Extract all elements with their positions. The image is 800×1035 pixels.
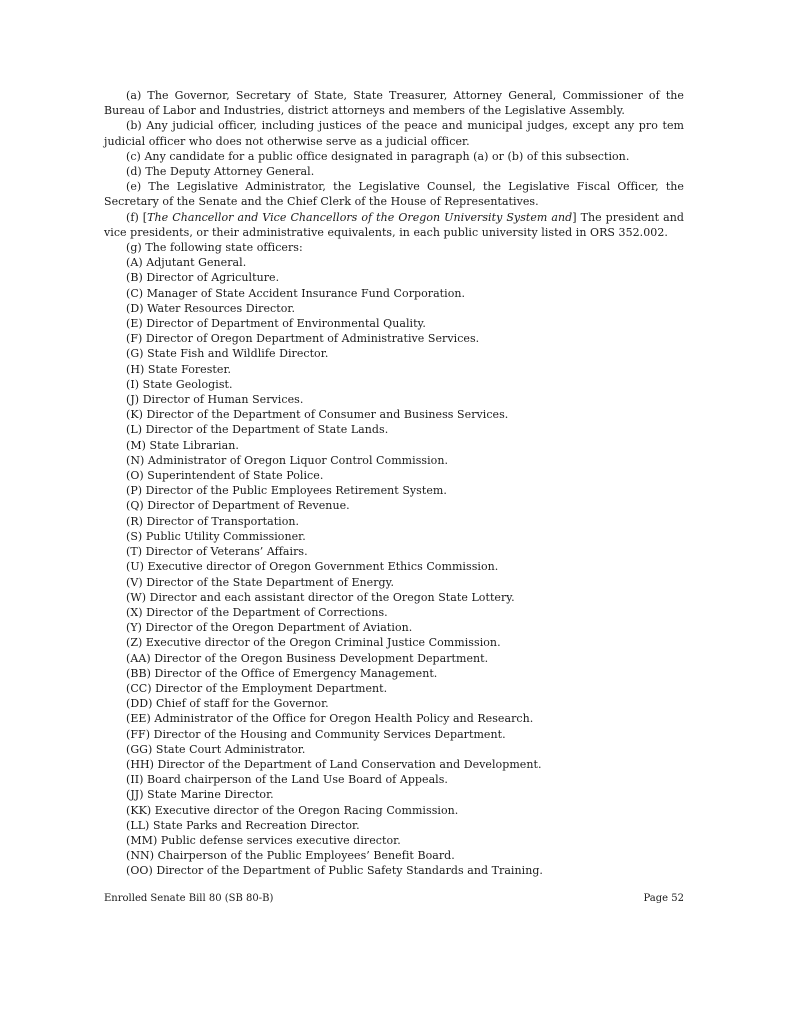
officer-list-item: (N) Administrator of Oregon Liquor Control Commission. — [126, 453, 449, 467]
paragraph-a: (a) The Governor, Secretary of State, State Treasurer, Attorney General, Commissioner of the Bureau of Labor and Industries, district attorneys and members of the Legislative Assembly. — [104, 89, 684, 118]
officer-list-item: (JJ) State Marine Director. — [126, 788, 274, 802]
officer-list-item: (J) Director of Human Services. — [126, 393, 304, 407]
document-body — [104, 88, 684, 879]
paragraph-f — [104, 210, 684, 240]
officer-list-item: (V) Director of the State Department of Energy. — [126, 575, 394, 589]
paragraph-f-suffix: ] The president and vice presidents, or their administrative equivalents, in each public university listed in ORS 352.002. — [104, 210, 684, 239]
paragraph-f-prefix: (f) [ — [126, 210, 148, 224]
paragraph-f-deleted-text: The Chancellor and Vice Chancellors of the Oregon University System and — [147, 210, 573, 224]
officer-list — [104, 255, 684, 878]
officer-list-item: (T) Director of Veterans’ Affairs. — [126, 545, 308, 559]
paragraph-d: (d) The Deputy Attorney General. — [126, 165, 315, 179]
officer-list-item: (E) Director of Department of Environmental Quality. — [126, 317, 426, 331]
officer-list-item: (C) Manager of State Accident Insurance Fund Corporation. — [126, 286, 466, 300]
paragraph-e: (e) The Legislative Administrator, the Legislative Counsel, the Legislative Fiscal Officer, the Secretary of the Senate and the Chief Clerk of the House of Representatives. — [104, 180, 684, 209]
officer-list-item: (W) Director and each assistant director of the Oregon State Lottery. — [126, 590, 515, 604]
paragraph-c: (c) Any candidate for a public office designated in paragraph (a) or (b) of this subsection. — [126, 149, 630, 163]
officer-list-item: (Q) Director of Department of Revenue. — [126, 499, 350, 513]
officer-list-item: (CC) Director of the Employment Department. — [126, 681, 388, 695]
officer-list-item: (Z) Executive director of the Oregon Criminal Justice Commission. — [126, 636, 501, 650]
officer-list-item: (LL) State Parks and Recreation Director. — [126, 818, 360, 832]
page-number: Page 52 — [643, 893, 684, 904]
officer-list-item: (B) Director of Agriculture. — [126, 271, 280, 285]
paragraph-g: (g) The following state officers: — [126, 241, 303, 255]
officer-list-item: (F) Director of Oregon Department of Administrative Services. — [126, 332, 480, 346]
officer-list-item: (X) Director of the Department of Corrections. — [126, 605, 388, 619]
paragraph-b: (b) Any judicial officer, including justices of the peace and municipal judges, except any pro tem judicial officer who does not otherwise serve as a judicial officer. — [104, 119, 684, 148]
officer-list-item: (I) State Geologist. — [126, 377, 233, 391]
officer-list-item: (II) Board chairperson of the Land Use Board of Appeals. — [126, 773, 448, 787]
bill-identifier: Enrolled Senate Bill 80 (SB 80-B) — [104, 893, 274, 904]
officer-list-item: (U) Executive director of Oregon Government Ethics Commission. — [126, 560, 499, 574]
officer-list-item: (AA) Director of the Oregon Business Development Department. — [126, 651, 489, 665]
officer-list-item: (A) Adjutant General. — [126, 256, 247, 270]
officer-list-item: (OO) Director of the Department of Public Safety Standards and Training. — [126, 864, 543, 878]
officer-list-item: (R) Director of Transportation. — [126, 514, 300, 528]
officer-list-item: (NN) Chairperson of the Public Employees’ Benefit Board. — [126, 849, 455, 863]
officer-list-item: (K) Director of the Department of Consumer and Business Services. — [126, 408, 509, 422]
officer-list-item: (Y) Director of the Oregon Department of Aviation. — [126, 621, 413, 635]
officer-list-item: (KK) Executive director of the Oregon Racing Commission. — [126, 803, 459, 817]
officer-list-item: (O) Superintendent of State Police. — [126, 469, 324, 483]
officer-list-item: (S) Public Utility Commissioner. — [126, 529, 306, 543]
officer-list-item: (BB) Director of the Office of Emergency Management. — [126, 666, 438, 680]
page-footer — [104, 893, 684, 904]
officer-list-item: (HH) Director of the Department of Land Conservation and Development. — [126, 757, 542, 771]
officer-list-item: (D) Water Resources Director. — [126, 301, 296, 315]
officer-list-item: (M) State Librarian. — [126, 438, 239, 452]
officer-list-item: (FF) Director of the Housing and Community Services Department. — [126, 727, 506, 741]
officer-list-item: (MM) Public defense services executive director. — [126, 833, 401, 847]
officer-list-item: (DD) Chief of staff for the Governor. — [126, 697, 329, 711]
officer-list-item: (GG) State Court Administrator. — [126, 742, 306, 756]
officer-list-item: (G) State Fish and Wildlife Director. — [126, 347, 329, 361]
officer-list-item: (H) State Forester. — [126, 362, 232, 376]
officer-list-item: (L) Director of the Department of State Lands. — [126, 423, 389, 437]
officer-list-item: (EE) Administrator of the Office for Oregon Health Policy and Research. — [126, 712, 534, 726]
officer-list-item: (P) Director of the Public Employees Retirement System. — [126, 484, 447, 498]
